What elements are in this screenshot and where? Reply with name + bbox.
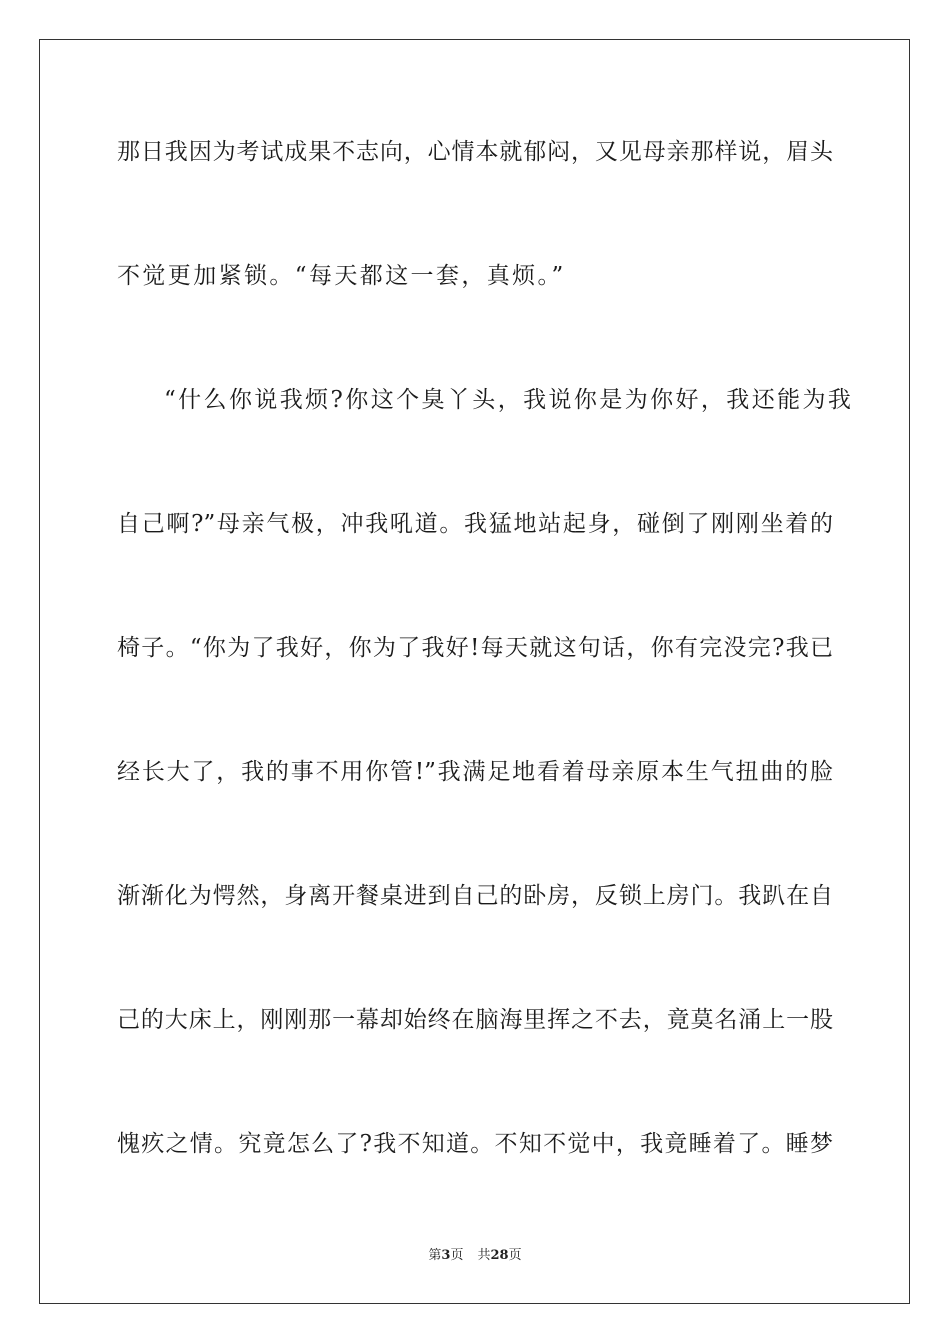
total-pages: 28 <box>490 1248 509 1263</box>
page-footer <box>0 1247 950 1265</box>
total-prefix: 共 <box>477 1248 491 1263</box>
text-line-3: “什么你说我烦?你这个臭丫头，我说你是为你好，我还能为我 <box>164 387 854 413</box>
page-number: 3 <box>441 1248 451 1263</box>
page-border <box>39 39 910 1304</box>
text-line-7: 渐渐化为愕然，身离开餐桌进到自己的卧房，反锁上房门。我趴在自 <box>117 883 833 909</box>
text-line-1: 那日我因为考试成果不志向，心情本就郁闷，又见母亲那样说，眉头 <box>117 139 833 165</box>
text-line-8: 己的大床上，刚刚那一幕却始终在脑海里挥之不去，竟莫名涌上一股 <box>117 1007 833 1033</box>
text-line-5: 椅子。“你为了我好，你为了我好!每天就这句话，你有完没完?我已 <box>117 635 833 661</box>
page-suffix: 页 <box>450 1248 464 1263</box>
total-suffix: 页 <box>508 1248 522 1263</box>
text-line-2: 不觉更加紧锁。“每天都这一套，真烦。” <box>117 263 566 289</box>
text-line-9: 愧疚之情。究竟怎么了?我不知道。不知不觉中，我竟睡着了。睡梦 <box>117 1131 833 1157</box>
text-line-6: 经长大了，我的事不用你管!”我满足地看着母亲原本生气扭曲的脸 <box>117 759 833 785</box>
text-line-4: 自己啊?”母亲气极，冲我吼道。我猛地站起身，碰倒了刚刚坐着的 <box>117 511 833 537</box>
page-prefix: 第 <box>428 1248 442 1263</box>
